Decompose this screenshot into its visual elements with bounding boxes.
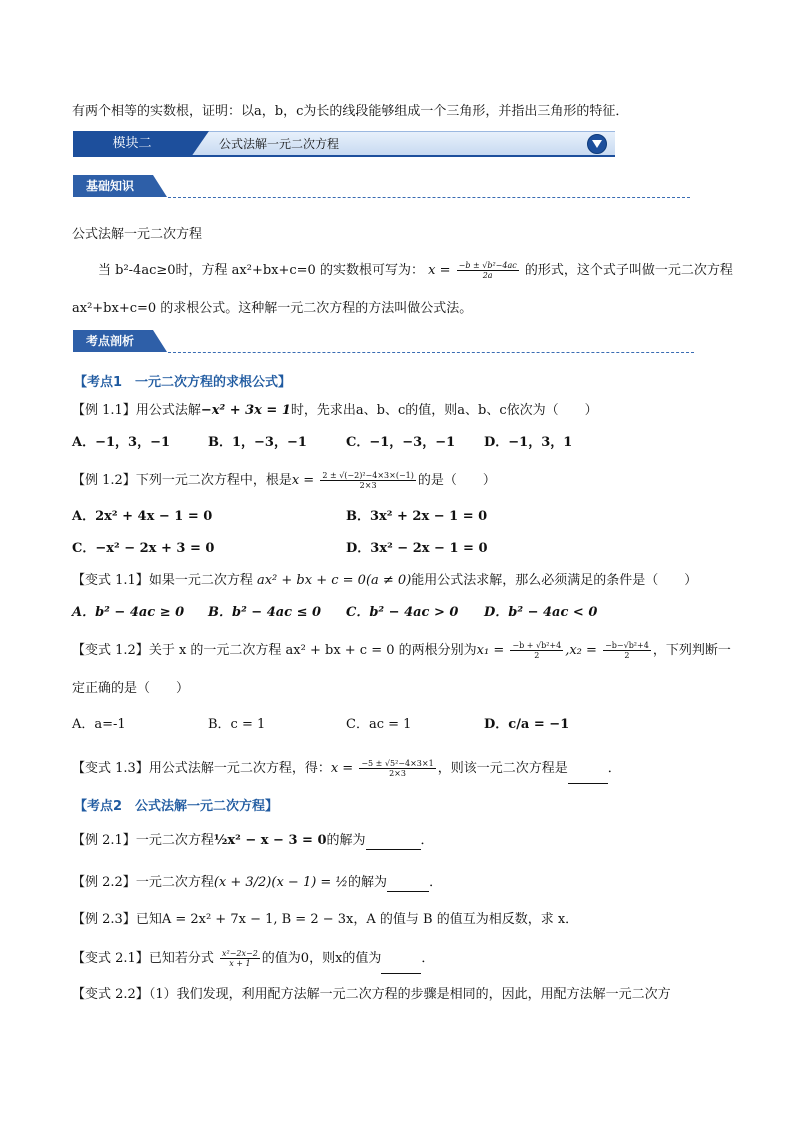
example-1-1: 【例 1.1】用公式法解−x² + 3x = 1时，先求出a、b、c的值，则a、b、c依次为（ ）: [72, 403, 598, 418]
option-a: A．a=-1: [72, 717, 126, 732]
tab-key-points: 考点剖析: [73, 330, 153, 352]
option-a: A．b² − 4ac ≥ 0: [72, 605, 185, 620]
module-title: 公式法解一元二次方程: [219, 137, 340, 151]
variant-1-2: 【变式 1.2】关于 x 的一元二次方程 ax² + bx + c = 0 的两根分别为x₁ = $\frac{\text{−b + √b²+4}}{2}$ ,x₂ = $\frac{\text{−b−√b²+4}}{2}$ ，下列判断一: [72, 641, 731, 660]
quadratic-formula: $\frac{\text{−b ± √b²−4ac}}{2a}$: [458, 261, 517, 280]
variant-1-1: 【变式 1.1】如果一元二次方程 ax² + bx + c = 0(a ≠ 0)能用公式法求解，那么必须满足的条件是（ ）: [72, 573, 698, 588]
option-b: B．1，−3，−1: [208, 435, 307, 450]
variant-1-2-line2: 定正确的是（ ）: [72, 681, 190, 696]
option-a: A．2x² + 4x − 1 = 0: [72, 509, 213, 524]
answer-blank[interactable]: [568, 771, 608, 784]
option-c: C．−1，−3，−1: [346, 435, 456, 450]
tab-basic-knowledge: 基础知识: [73, 175, 153, 197]
option-d: D．c/a = −1: [484, 717, 570, 732]
example-2-1: 【例 2.1】一元二次方程½x² − x − 3 = 0的解为 ．: [72, 833, 434, 848]
variant-2-1: 【变式 2.1】已知若分式 $\frac{\text{x²−2x−2}}{x + 1}$ 的值为0，则x的值为 ．: [72, 944, 434, 974]
topic-1-heading: 【考点1 一元二次方程的求根公式】: [74, 375, 292, 390]
option-b: B．b² − 4ac ≤ 0: [208, 605, 322, 620]
answer-blank[interactable]: [387, 879, 429, 892]
topic-2-heading: 【考点2 公式法解一元二次方程】: [74, 799, 279, 814]
variant-1-3: 【变式 1.3】用公式法解一元二次方程，得：x = $\frac{\text{−5 ± √5²−4×3×1}}{2\times 3}$ ，则该一元二次方程是 ．: [72, 754, 621, 784]
example-2-2: 【例 2.2】一元二次方程(x + 3/2)(x − 1) = ½的解为 ．: [72, 875, 443, 890]
section-heading: 公式法解一元二次方程: [72, 227, 203, 242]
formula-paragraph-2: ax²+bx+c=0 的求根公式。这种解一元二次方程的方法叫做公式法。: [72, 301, 473, 316]
intro-line: 有两个相等的实数根，证明：以a，b，c为长的线段能够组成一个三角形，并指出三角形的特征．: [72, 104, 629, 119]
module-banner: [73, 131, 615, 157]
option-c: C．b² − 4ac > 0: [346, 605, 459, 620]
module-tag: 模块二: [73, 131, 191, 157]
example-2-3: 【例 2.3】已知A = 2x² + 7x − 1, B = 2 − 3x，A 的值与 B 的值互为相反数，求 x．: [72, 912, 579, 927]
option-c: C．−x² − 2x + 3 = 0: [72, 541, 215, 556]
option-b: B．3x² + 2x − 1 = 0: [346, 509, 488, 524]
example-1-2: 【例 1.2】下列一元二次方程中，根是x = $\frac{\text{2 ± √(−2)²−4×3×(−1)}}{2\times 3}$ 的是（ ）: [72, 471, 496, 490]
option-d: D．3x² − 2x − 1 = 0: [346, 541, 488, 556]
option-d: D．−1，3，1: [484, 435, 573, 450]
option-b: B．c = 1: [208, 717, 266, 732]
formula-paragraph: 当 b²-4ac≥0时，方程 ax²+bx+c=0 的实数根可写为： x = $\frac{\text{−b ± √b²−4ac}}{2a}$ 的形式，这个式子叫做一元二次方程: [98, 261, 733, 280]
option-a: A．−1，3，−1: [72, 435, 171, 450]
answer-blank[interactable]: [381, 961, 421, 974]
chevron-down-icon[interactable]: [587, 134, 607, 154]
option-d: D．b² − 4ac < 0: [484, 605, 598, 620]
option-c: C．ac = 1: [346, 717, 412, 732]
variant-2-2: 【变式 2.2】（1）我们发现，利用配方法解一元二次方程的步骤是相同的，因此，用配方法解一元二次方: [72, 987, 671, 1002]
answer-blank[interactable]: [366, 837, 421, 850]
divider: [168, 197, 690, 198]
divider: [168, 352, 694, 353]
